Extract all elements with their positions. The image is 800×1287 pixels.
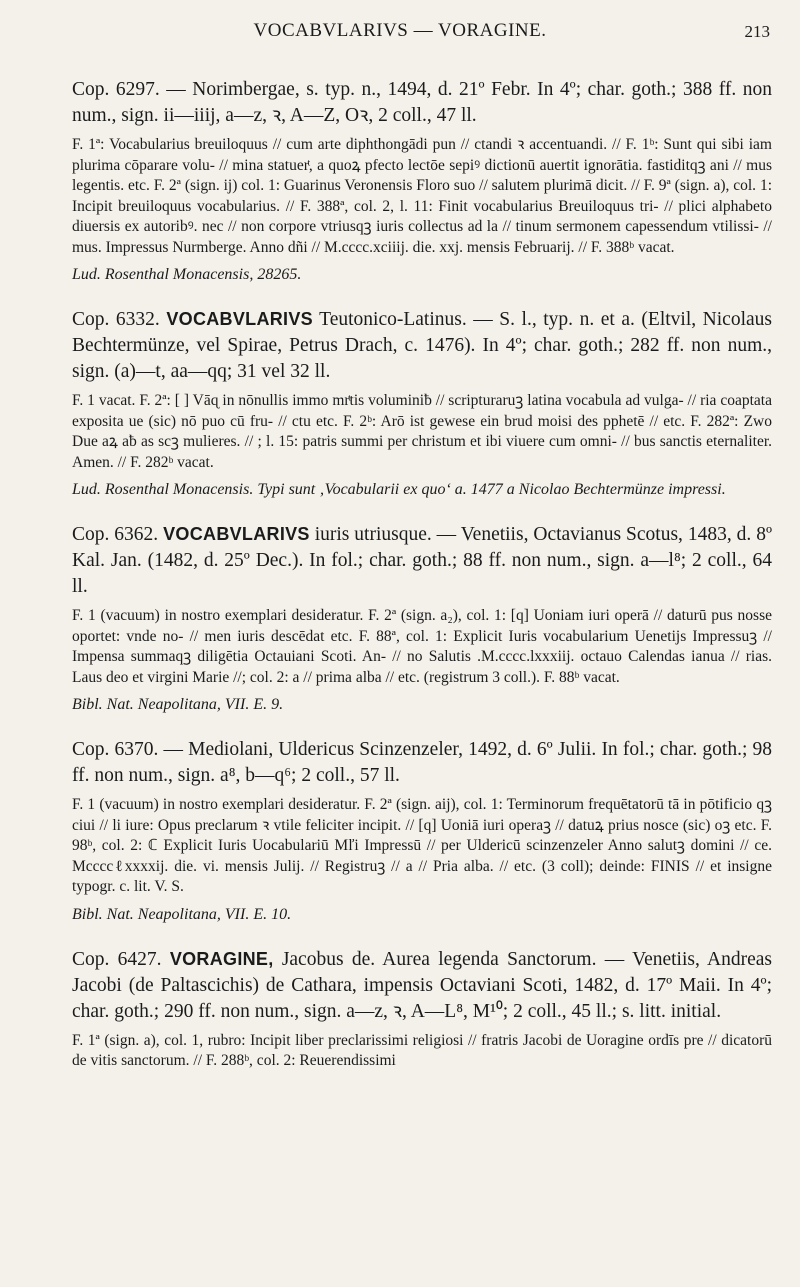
- entry-head-text: — Mediolani, Uldericus Scinzenzeler, 1492, d. 6º Julii. In fol.; char. goth.; 98 ff. non num., sign. a⁸, b—q⁶; 2 coll., 57 ll.: [72, 739, 773, 786]
- running-title: VOCABVLARIVS — VORAGINE.: [253, 20, 547, 41]
- entry-heading: [72, 76, 772, 129]
- entry-source: Bibl. Nat. Neapolitana, VII. E. 9.: [72, 696, 284, 713]
- entry-code: Cop. 6362.: [72, 524, 159, 545]
- entry-code: Cop. 6297.: [72, 79, 160, 100]
- entry-head-text: Teutonico-Latinus. — S. l., typ. n. et a. (Eltvil, Nicolaus Bechtermünze, vel Spirae, Petrus Drach, c. 1476). In 4º; char. goth.; 282 ff. non num., sign. (a)—t, aa—qq; 31 vel 32 ll.: [72, 309, 772, 382]
- entry-head-text: Jacobus de. Aurea legenda Sanctorum. — Venetiis, Andreas Jacobi (de Paltascichis) de Cathara, impensis Octaviani Scoti, 1482, d. 17º Maii. In 4º; char. goth.; 290 ff. non num., sign. a—z, ꝛ, A—L⁸, M¹⁰; 2 coll., 45 ll.; s. litt. initial.: [72, 948, 773, 1022]
- entry-title: VORAGINE,: [169, 948, 274, 969]
- entry-code: Cop. 6370.: [72, 739, 159, 760]
- entry-head-text: iuris utriusque. — Venetiis, Octavianus Scotus, 1483, d. 8º Kal. Jan. (1482, d. 25º Dec.). In fol.; char. goth.; 88 ff. non num., sign. a—l⁸; 2 coll., 64 ll.: [72, 524, 772, 597]
- catalogue-entry-6427: [72, 946, 772, 1072]
- entry-heading: [72, 736, 772, 789]
- entry-heading: [72, 521, 772, 600]
- entry-heading: [72, 306, 772, 385]
- entry-description: F. 1ª: Vocabularius breuiloquus // cum arte diphthongādi pun // ctandi ꝛ accentuandi. // F. 1ᵇ: Sunt qui sibi iam plurima cōparare volu- // mina statuerͭ, a quoꝝ pfecto lectōe sepiꝰ dictionū auertit ignorātia. fastiditqꝫ ani // mus legentis. etc. F. 2ª (sign. ij) col. 1: Guarinus Veronensis Floro suo // salutem plurimā dicit. // F. 9ª (sign. a), col. 1: Incipit breuiloquus vocabularius. // F. 388ª, col. 2, l. 11: Finit vocabularius Breuiloquus tri- // plici alphabeto diuersis ex autoribꝰ. nec // non corpore vtriusqꝫ iuris collectus ad la // tinum sermonem capessendum vtilissi- // mus. Impressus Nurmberge. Anno dñi // M.cccc.xciiij. die. xxj. mensis Februarij. // F. 388ᵇ vacat.: [72, 136, 772, 256]
- catalogue-entry-6297: [72, 76, 772, 286]
- catalogue-entry-6370: [72, 736, 772, 926]
- entry-code: Cop. 6427.: [72, 948, 162, 970]
- entry-description: F. 1ª (sign. a), col. 1, rubro: Incipit liber preclarissimi religiosi // fratris Jacobi de Uoragine ordīs pre // dicatorū de vitis sanctorum. // F. 288ᵇ, col. 2: Reuerendissimi: [72, 1031, 772, 1069]
- entry-description: F. 1 vacat. F. 2ª: [ ] Vāɋ in nōnullis immo mrͭtis voluminiƀ // scripturaruꝫ latina vocabula ad vulga- // ria coaptata exposita ue (sic) nō puo cū fru- // ctu etc. F. 2ᵇ: Arō ist gewese ein brud moisi des pphetē // etc. F. 282ª: Zwo Due aꝝ aƀ as scꝫ mulieres. // ; l. 15: patris summi per christum et ibi viuere cum omni- // bus sanctis eternaliter. Amen. // F. 282ᵇ vacat.: [72, 392, 772, 471]
- entry-head-text: — Norimbergae, s. typ. n., 1494, d. 21º Febr. In 4º; char. goth.; 388 ff. non num., sign. ii—iiij, a—z, ꝛ, A—Z, Oꝛ, 2 coll., 47 ll.: [72, 79, 772, 126]
- entry-description: F. 1 (vacuum) in nostro exemplari desideratur. F. 2ª (sign. aij), col. 1: Terminorum frequētatorū tā in pōtificio qꝫ ciui // li iure: Opus preclarum ꝛ vtile feliciter incipit. // [q] Uoniā iuri operaꝫ // datuꝝ prius nosce (sic) oꝫ etc. F. 98ᵇ, col. 2: ℂ Explicit Iuris Uocabulariū Mľi Impressū // per Uldericū scinzenzeler Anno salutꝫ domini // ce. Mccccℓxxxxij. die. vi. mensis Julij. // Registruꝫ // a // Pria alba. // etc. (3 coll); deinde: FINIS // et insigne typogr. c. lit. V. S.: [72, 796, 772, 895]
- entry-source: Lud. Rosenthal Monacensis, 28265.: [72, 266, 302, 283]
- catalogue-entry-6332: [72, 306, 772, 501]
- entry-source: Bibl. Nat. Neapolitana, VII. E. 10.: [72, 905, 292, 923]
- catalogue-entry-6362: [72, 521, 772, 716]
- running-head: [0, 20, 800, 48]
- entry-title: VOCABVLARIVS: [166, 309, 313, 329]
- entry-title: VOCABVLARIVS: [163, 524, 310, 544]
- entry-source: Lud. Rosenthal Monacensis. Typi sunt ‚Vocabularii ex quo‘ a. 1477 a Nicolao Bechtermünze impressi.: [72, 481, 726, 498]
- page-number: 213: [744, 22, 770, 41]
- entry-description: F. 1 (vacuum) in nostro exemplari desideratur. F. 2ª (sign. a₂), col. 1: [q] Uoniam iuri operā // daturū pus nosse oportet: vnde no- // men iuris descēdat etc. F. 88ª, col. 1: Explicit Iuris vocabularium Uenetijs Impressuꝫ // Impensa summaqꝫ diligētia Octauiani Scoti. An- // no Salutis .M.cccc.lxxxiij. octauo Calendas ianua // rias. Laus deo et virgini Marie //; col. 2: a // prima alba // etc. (registrum 3 coll.). F. 88ᵇ vacat.: [72, 607, 772, 686]
- entry-code: Cop. 6332.: [72, 309, 160, 330]
- catalogue-body: [72, 76, 772, 1092]
- entry-heading: [72, 946, 772, 1025]
